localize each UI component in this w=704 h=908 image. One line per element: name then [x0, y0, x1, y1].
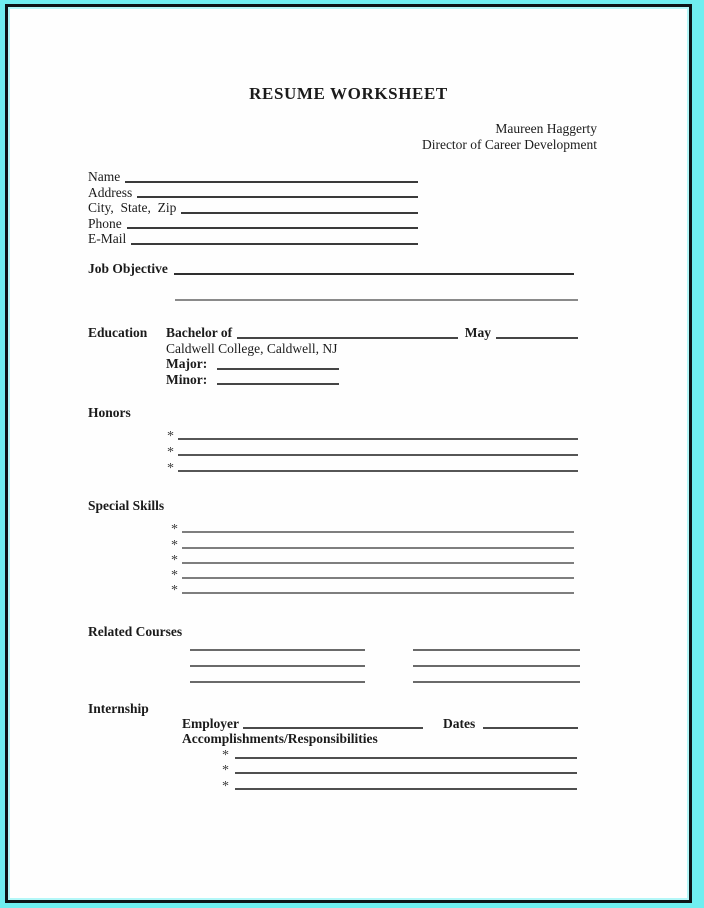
related-courses-label: Related Courses: [88, 624, 183, 639]
asterisk-bullet-icon: *: [222, 747, 229, 763]
job-objective-blank-line-2: [175, 299, 578, 301]
city-state-zip-field-row: [88, 200, 418, 216]
degree-row: [166, 325, 578, 341]
skills-bullet-row: [88, 520, 574, 538]
name-field-row: [88, 169, 418, 185]
dates-label: Dates: [443, 715, 476, 731]
honors-bullet-row: [88, 442, 578, 458]
address-field-row: [88, 185, 418, 201]
asterisk-bullet-icon: *: [222, 779, 229, 795]
course-blank-line: [413, 649, 580, 651]
phone-field-row: [88, 216, 418, 232]
city-state-zip-blank-line: [181, 212, 418, 214]
accomplishments-section: [88, 745, 577, 795]
contact-section: [88, 169, 418, 247]
asterisk-bullet-icon: *: [171, 522, 178, 538]
minor-label: Minor:: [166, 371, 208, 387]
email-field-row: [88, 231, 418, 247]
skills-blank-line: [182, 562, 574, 564]
city-state-zip-label: City, State, Zip: [88, 200, 177, 215]
address-blank-line: [137, 196, 418, 198]
major-blank-line: [217, 368, 339, 370]
job-objective-blank-line: [174, 273, 574, 275]
skills-blank-line: [182, 531, 574, 533]
major-row: [166, 356, 578, 372]
skills-bullet-row: [88, 581, 574, 599]
page-title: RESUME WORKSHEET: [249, 84, 448, 103]
honors-section: [88, 426, 578, 474]
employer-label: Employer: [182, 715, 239, 731]
education-body: [166, 325, 578, 387]
phone-blank-line: [127, 227, 418, 229]
byline: [422, 121, 597, 152]
honors-bullet-row: [88, 426, 578, 442]
course-blank-line: [190, 665, 365, 667]
graduation-year-blank-line: [496, 337, 578, 339]
course-blank-line: [413, 665, 580, 667]
skills-blank-line: [182, 592, 574, 594]
honors-blank-line: [178, 438, 578, 440]
honors-bullet-row: [88, 458, 578, 474]
asterisk-bullet-icon: *: [171, 537, 178, 553]
graduation-month-label: May: [464, 325, 491, 340]
employer-dates-row: [182, 715, 578, 731]
honors-blank-line: [178, 470, 578, 472]
asterisk-bullet-icon: *: [171, 568, 178, 584]
courses-row: [190, 667, 580, 683]
skills-bullet-row: [88, 566, 574, 584]
special-skills-section: [88, 520, 574, 599]
education-section: [88, 325, 578, 387]
phone-label: Phone: [88, 215, 122, 231]
byline-role: Director of Career Development: [421, 136, 597, 152]
asterisk-bullet-icon: *: [171, 552, 178, 568]
minor-blank-line: [217, 383, 339, 385]
page-border-frame: [5, 4, 692, 903]
degree-prefix-label: Bachelor of: [166, 325, 233, 340]
honors-label: Honors: [88, 405, 131, 420]
asterisk-bullet-icon: *: [171, 583, 178, 599]
byline-name: Maureen Haggerty: [495, 121, 597, 136]
courses-row: [190, 635, 580, 651]
related-courses-section: [190, 635, 580, 683]
dates-blank-line: [483, 727, 578, 729]
skills-blank-line: [182, 547, 574, 549]
honors-blank-line: [178, 454, 578, 456]
email-blank-line: [131, 243, 418, 245]
job-objective-label: Job Objective: [88, 261, 168, 276]
education-label: Education: [88, 325, 148, 340]
skills-bullet-row: [88, 551, 574, 566]
accomplishment-bullet-row: [88, 745, 577, 761]
accomplishments-label: Accomplishments/Responsibilities: [182, 731, 378, 746]
course-blank-line: [190, 681, 365, 683]
school-row: [166, 341, 578, 357]
internship-label: Internship: [88, 701, 149, 716]
accomplishment-bullet-row: [88, 761, 577, 777]
course-blank-line: [413, 681, 580, 683]
accomplishment-bullet-row: [88, 776, 577, 795]
name-blank-line: [125, 181, 418, 183]
asterisk-bullet-icon: *: [167, 445, 174, 460]
accomplishment-blank-line: [235, 788, 577, 790]
special-skills-label: Special Skills: [88, 498, 165, 513]
school-name: Caldwell College, Caldwell, NJ: [166, 340, 338, 356]
resume-worksheet-page: [10, 9, 687, 898]
job-objective-row: [88, 261, 574, 277]
asterisk-bullet-icon: *: [222, 763, 229, 779]
name-label: Name: [88, 169, 121, 184]
major-label: Major:: [166, 356, 208, 371]
degree-blank-line: [237, 337, 458, 339]
accomplishment-blank-line: [235, 757, 577, 759]
employer-blank-line: [243, 727, 423, 729]
asterisk-bullet-icon: *: [167, 461, 174, 476]
courses-row: [190, 651, 580, 667]
address-label: Address: [88, 184, 133, 200]
course-blank-line: [190, 649, 365, 651]
skills-blank-line: [182, 577, 574, 579]
email-label: E-Mail: [88, 231, 127, 246]
accomplishment-blank-line: [235, 772, 577, 774]
skills-bullet-row: [88, 535, 574, 553]
asterisk-bullet-icon: *: [167, 429, 174, 444]
minor-row: [166, 372, 578, 388]
